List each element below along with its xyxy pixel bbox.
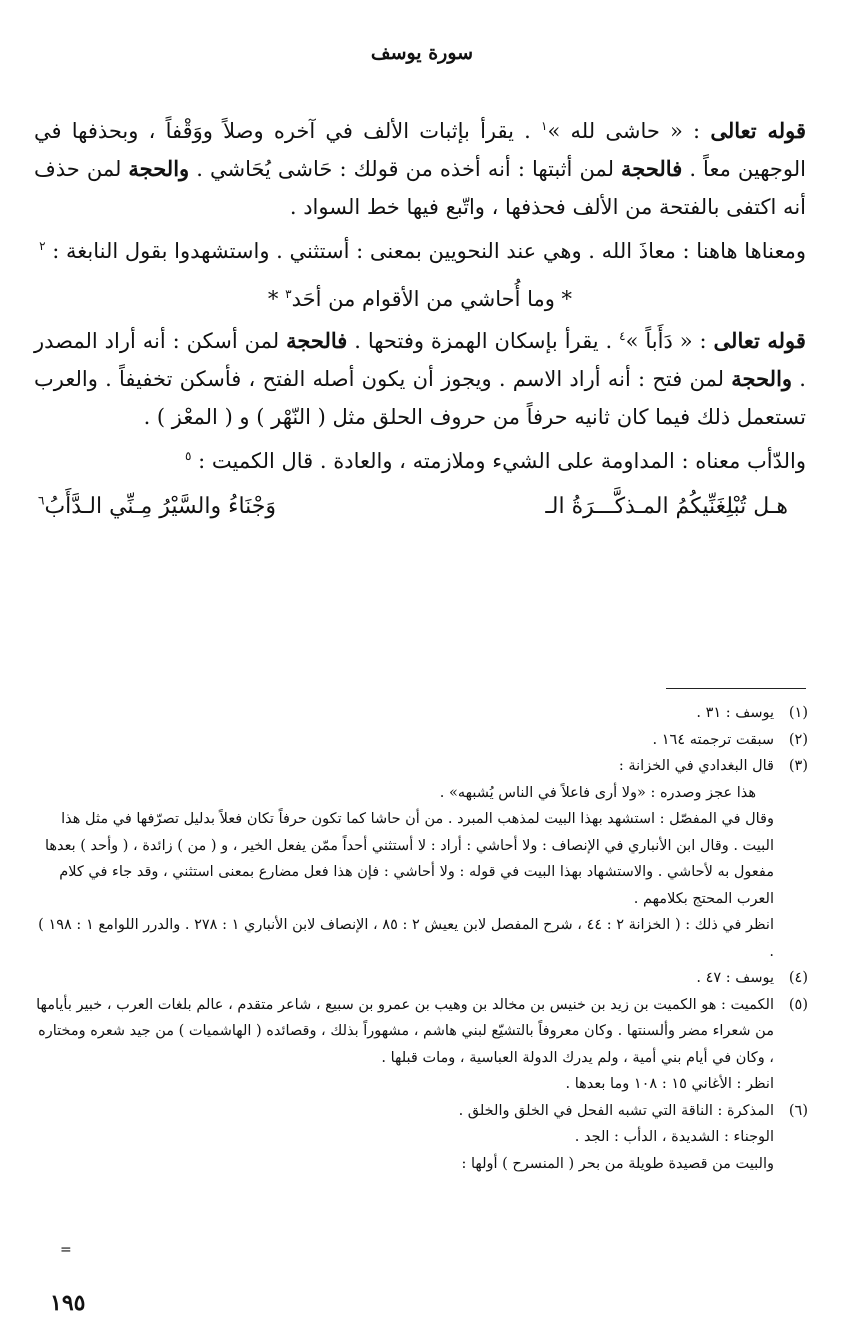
text-run: لمن أسكن : أنه أراد المصدر . — [34, 329, 806, 391]
hujja-label: فالحجة — [621, 156, 683, 181]
text-run: . يقرأ بإسكان الهمزة وفتحها . — [354, 329, 613, 353]
paragraph-hasha — [34, 112, 806, 226]
footnote-ref: ٦ — [38, 493, 45, 508]
text-run: لمن أثبتها : أنه أخذه من قولك : حَاشى يُحَاشي . — [196, 157, 614, 181]
footnote-number: (٥) — [788, 996, 808, 1013]
page-number: ١٩٥ — [50, 1290, 86, 1316]
hujja-label: والحجة — [128, 156, 190, 181]
footnote-text: انظر في ذلك : ( الخزانة ٢ : ٤٤ ، شرح المفصل لابن يعيش ٢ : ٨٥ ، الإنصاف لابن الأنباري ١ : ٢٧٨ . والدرر اللوامع ١ : ١٩٨ ) . — [38, 917, 774, 960]
footnote-3 — [30, 753, 808, 965]
main-text — [34, 112, 806, 526]
footnote-ref: ٢ — [39, 239, 46, 253]
text-run: لمن حذف أنه اكتفى بالفتحة من الألف فحذفها ، واتّبع فيها خط السواد . — [34, 157, 806, 219]
footnote-ref: ٥ — [185, 449, 192, 463]
footnote-1 — [30, 700, 808, 727]
text-run: لمن فتح : أنه أراد الاسم . ويجوز أن يكون أصله الفتح ، فأسكن تخفيفاً . والعرب تستعمل ذلك فيما كان ثانيه حرفاً من حروف الحلق مثل ( النّهْر ) و ( المعْز ) . — [34, 367, 806, 429]
verse-end-mark: * — [267, 287, 279, 311]
text-run: ومعناها هاهنا : معاذَ الله . وهي عند النحويين بمعنى : أستثني . واستشهدوا بقول النابغة : — [52, 239, 806, 263]
footnote-number: (١) — [788, 705, 808, 721]
footnote-number: (٦) — [788, 1102, 808, 1119]
footnote-text: والبيت من قصيدة طويلة من بحر ( المنسرح ) أولها : — [461, 1155, 774, 1172]
lead-label: قوله تعالى — [713, 328, 806, 353]
verse-text: * وما أُحاشي من الأقوام من أحَد — [291, 287, 573, 311]
footnote-text: وقال في المفصّل : استشهد بهذا البيت لمذهب المبرد . من أن حاشا كما تكون حرفاً تكان فعلاً بدليل تصرّفها في مثل هذا البيت . وقال ابن الأنباري في الإنصاف : ولا أحاشي : أراد : لا أستثني أحداً ممّن يفعل الخير ، و ( من ) زائدة ، ( وأحد ) بعدها مفعول به لأحاشي . والاستشهاد بهذا البيت في قوله : ولا أحاشي : فإن هذا فعل مضارع بمعنى استثني ، وقد جاء في كلام العرب المحتج بكلامهم . — [44, 811, 774, 907]
footnote-ref: ٤ — [619, 329, 626, 343]
footnote-separator — [666, 688, 806, 689]
footnotes — [30, 700, 808, 1177]
poetry-text: وَجْنَاءُ والسَّيْرُ مِـنِّي الـدَّأَبُ — [44, 494, 277, 519]
text-run: والدّأب معناه : المداومة على الشيء وملازمته ، والعادة . قال الكميت : — [198, 449, 806, 473]
footnote-4 — [30, 965, 808, 992]
footnote-number: (٢) — [788, 731, 808, 748]
quoted-word: : « دَأَباً » — [625, 329, 707, 353]
footnote-2 — [30, 727, 808, 754]
paragraph-meaning — [34, 232, 806, 270]
footnote-text: الكميت : هو الكميت بن زيد بن خنيس بن مخالد بن وهيب بن عمرو بن سبيع ، شاعر متقدم ، عالم بلغات العرب ، خبير بأيامها من شعراء مضر وألسنتها . وكان معروفاً بالتشيّع لبني هاشم ، مشهوراً بذلك ، وقصائده ( الهاشميات ) من جيد شعره ومختاره ، وكان في أيام بني أمية ، ولم يدرك الدولة العباسية ، ومات قبلها . — [36, 996, 774, 1066]
verse-line — [34, 280, 806, 318]
text-run: . يقرأ بإثبات الألف في آخره وصلاً ووَقْفاً ، وبحذفها في الوجهين معاً . — [34, 119, 806, 181]
hujja-label: والحجة — [731, 366, 793, 391]
page-title: سورة يوسف — [370, 42, 474, 64]
footnote-ref: ١ — [541, 119, 548, 133]
poetry-hemistich-first: هـل تُبْلِغَنِّيكُمُ المـذكَّـــرَةُ الـ — [545, 494, 788, 519]
footnote-5 — [30, 992, 808, 1098]
paragraph-definition — [34, 442, 806, 480]
footnote-text: يوسف : ٤٧ . — [696, 970, 774, 986]
margin-mark: = — [60, 1242, 72, 1258]
quoted-word: : « حاشى لله » — [547, 119, 701, 143]
footnote-text: يوسف : ٣١ . — [696, 705, 774, 721]
footnote-6 — [30, 1098, 808, 1178]
poetry-line — [34, 488, 806, 526]
footnote-text: المذكرة : الناقة التي تشبه الفحل في الخلق والخلق . — [458, 1102, 774, 1119]
poetry-hemistich-second — [38, 488, 276, 526]
footnote-text: قال البغدادي في الخزانة : — [618, 758, 774, 774]
footnote-text: الوجناء : الشديدة ، الدأب : الجد . — [574, 1129, 774, 1145]
footnote-ref: ٣ — [285, 287, 292, 301]
lead-label: قوله تعالى — [710, 118, 806, 143]
hujja-label: فالحجة — [286, 328, 348, 353]
footnote-text: هذا عجز وصدره : «ولا أرى فاعلاً في الناس يُشبهه» . — [439, 784, 756, 801]
footnote-number: (٤) — [788, 970, 808, 986]
paragraph-daab — [34, 322, 806, 436]
footnote-number: (٣) — [788, 758, 808, 774]
footnote-text: انظر : الأغاني ١٥ : ١٠٨ وما بعدها . — [565, 1076, 774, 1092]
footnote-text: سبقت ترجمته ١٦٤ . — [652, 731, 774, 748]
